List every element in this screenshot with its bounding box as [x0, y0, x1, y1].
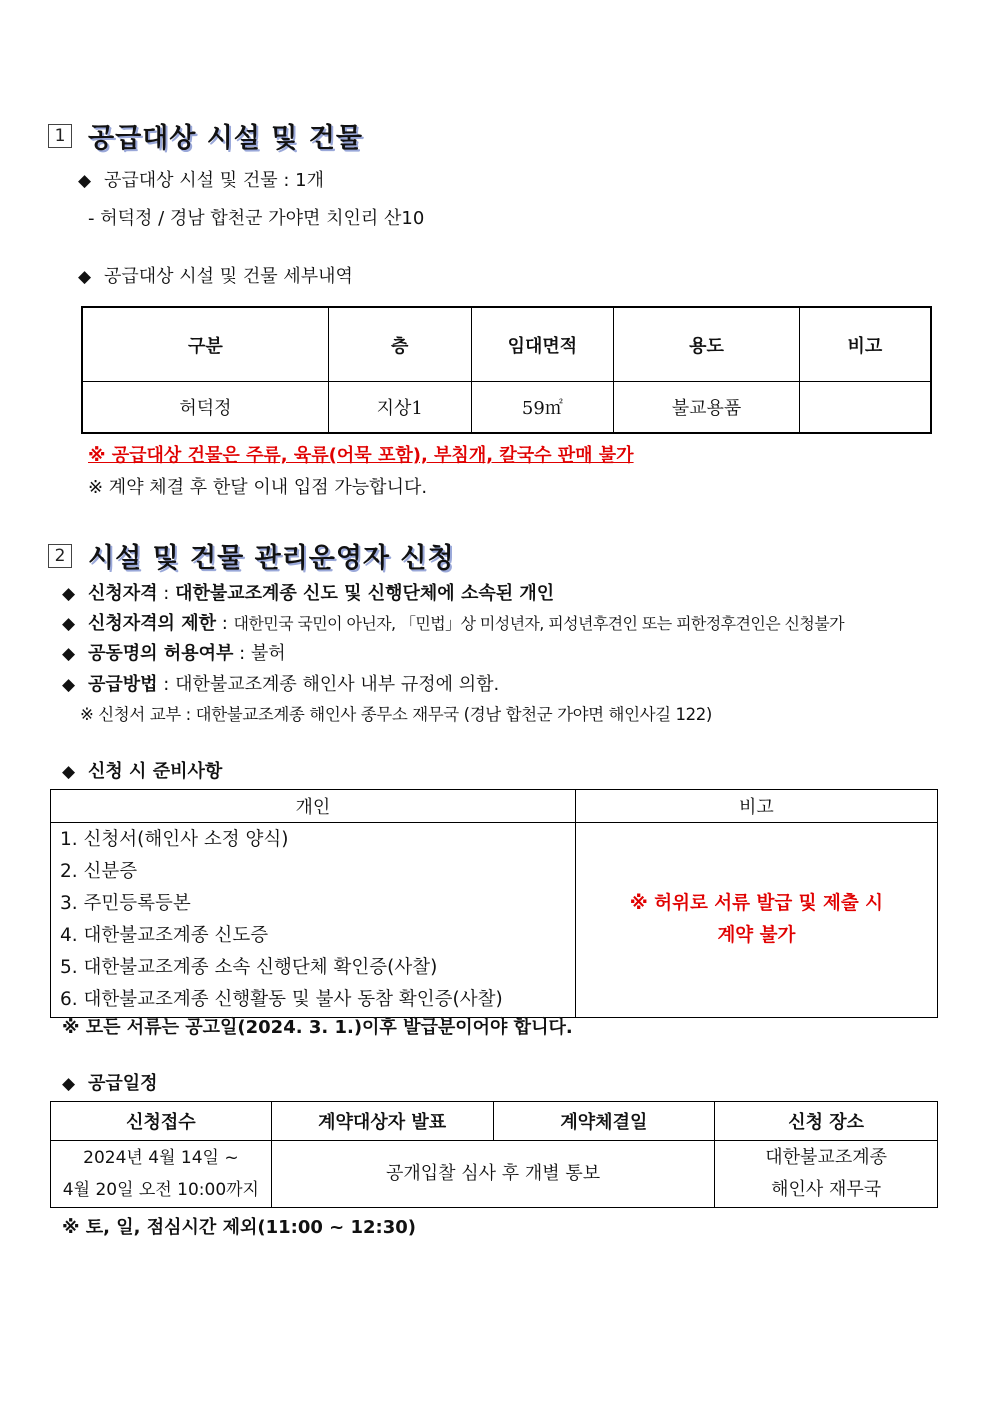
- list-item: 2. 신분증: [60, 861, 138, 882]
- header-category: 구분: [82, 307, 328, 382]
- section2-title: 시설 및 건물 관리운영자 신청: [88, 543, 455, 574]
- application-form-note: ※ 신청서 교부 : 대한불교조계종 해인사 종무소 재무국 (경남 합천군 가야면 해인사길 122): [80, 705, 712, 724]
- diamond-bullet-icon: ◆: [62, 584, 76, 604]
- joint-name-sep: :: [233, 643, 251, 664]
- schedule-header-contract: 계약체결일: [493, 1102, 715, 1141]
- section1-bullet-details-text: 공급대상 시설 및 건물 세부내역: [104, 266, 353, 287]
- document-date-note: ※ 모든 서류는 공고일(2024. 3. 1.)이후 발급분이어야 합니다.: [62, 1017, 573, 1038]
- schedule-announcement-cell: 공개입찰 심사 후 개별 통보: [271, 1141, 714, 1208]
- supply-method-value: 대한불교조계종 해인사 내부 규정에 의함.: [175, 674, 500, 695]
- section1-location: - 허덕정 / 경남 합천군 가야면 치인리 산10: [88, 208, 425, 229]
- schedule-header-place: 신청 장소: [715, 1102, 938, 1141]
- schedule-title: 공급일정: [88, 1073, 158, 1094]
- supply-method-item: [62, 670, 499, 696]
- diamond-bullet-icon: ◆: [62, 675, 76, 695]
- restriction-note: ※ 공급대상 건물은 주류, 육류(어묵 포함), 부침개, 칼국수 판매 불가: [88, 445, 634, 466]
- facility-table: [81, 306, 932, 434]
- section1-bullet-count: [78, 166, 324, 192]
- joint-name-label: 공동명의 허용여부: [88, 643, 234, 664]
- receipt-line1: 2024년 4월 14일 ~: [83, 1148, 239, 1168]
- section1-title: 공급대상 시설 및 건물: [88, 123, 363, 154]
- prep-header-individual: 개인: [51, 790, 576, 823]
- joint-name-item: [62, 639, 286, 665]
- diamond-bullet-icon: ◆: [62, 644, 76, 664]
- facility-table-header: [82, 307, 931, 382]
- cell-area: 59㎡: [471, 382, 614, 434]
- joint-name-value: 불허: [250, 643, 286, 664]
- prep-remark-line1: ※ 허위로 서류 발급 및 제출 시: [629, 893, 884, 914]
- cell-use: 불교용품: [614, 382, 800, 434]
- header-floor: 층: [328, 307, 471, 382]
- cell-floor: 지상1: [328, 382, 471, 434]
- schedule-header-announcement: 계약대상자 발표: [271, 1102, 493, 1141]
- table-row: [51, 823, 938, 1018]
- qualification-value: 대한불교조계종 신도 및 신행단체에 소속된 개인: [175, 583, 555, 604]
- diamond-bullet-icon: ◆: [62, 1074, 76, 1094]
- prep-table-header: [51, 790, 938, 823]
- restriction-sep: :: [215, 613, 234, 634]
- list-item: 6. 대한불교조계종 신행활동 및 불사 동참 확인증(사찰): [60, 989, 503, 1010]
- restriction-item: [62, 609, 844, 635]
- supply-method-label: 공급방법: [88, 674, 158, 695]
- section1-number: 1: [48, 124, 72, 148]
- prep-table: [50, 789, 938, 1018]
- list-item: 1. 신청서(해인사 소정 양식): [60, 829, 289, 850]
- section1-bullet-count-text: 공급대상 시설 및 건물 : 1개: [104, 170, 325, 191]
- table-row: [51, 1141, 938, 1208]
- schedule-heading: [62, 1069, 158, 1095]
- table-row: [82, 382, 931, 434]
- section1-heading: [48, 116, 363, 155]
- prep-docs-cell: [51, 823, 576, 1018]
- prep-heading: [62, 757, 222, 783]
- schedule-header-receipt: 신청접수: [51, 1102, 272, 1141]
- diamond-bullet-icon: ◆: [62, 762, 76, 782]
- cell-category: 허덕정: [82, 382, 328, 434]
- section2-number: 2: [48, 544, 72, 568]
- receipt-line2: 4월 20일 오전 10:00까지: [62, 1180, 259, 1200]
- section1-bullet-details: [78, 262, 353, 288]
- list-item: 3. 주민등록등본: [60, 893, 191, 914]
- place-line2: 해인사 재무국: [771, 1179, 882, 1200]
- header-area: 임대면적: [471, 307, 614, 382]
- prep-remark-line2: 계약 불가: [717, 925, 796, 946]
- qualification-sep: :: [157, 583, 176, 604]
- place-line1: 대한불교조계종: [765, 1147, 887, 1168]
- schedule-exclusion-note: ※ 토, 일, 점심시간 제외(11:00 ~ 12:30): [62, 1217, 417, 1238]
- diamond-bullet-icon: ◆: [62, 614, 76, 634]
- list-item: 4. 대한불교조계종 신도증: [60, 925, 269, 946]
- qualification-item: [62, 579, 554, 605]
- prep-title: 신청 시 준비사항: [88, 761, 223, 782]
- schedule-receipt-cell: [51, 1141, 272, 1208]
- prep-header-remark: 비고: [575, 790, 937, 823]
- section2-heading: [48, 536, 455, 575]
- prep-remark-cell: [575, 823, 937, 1018]
- schedule-table-header: [51, 1102, 938, 1141]
- header-use: 용도: [614, 307, 800, 382]
- schedule-place-cell: [715, 1141, 938, 1208]
- diamond-bullet-icon: ◆: [78, 171, 92, 191]
- cell-remark: [799, 382, 931, 434]
- restriction-value: 대한민국 국민이 아닌자, 「민법」상 미성년자, 피성년후견인 또는 피한정후견인은 신청불가: [233, 614, 844, 633]
- qualification-label: 신청자격: [88, 583, 158, 604]
- supply-method-sep: :: [157, 674, 176, 695]
- diamond-bullet-icon: ◆: [78, 267, 92, 287]
- move-in-note: ※ 계약 체결 후 한달 이내 입점 가능합니다.: [88, 477, 428, 498]
- restriction-label: 신청자격의 제한: [88, 613, 216, 634]
- header-remark: 비고: [799, 307, 931, 382]
- schedule-table: [50, 1101, 938, 1208]
- list-item: 5. 대한불교조계종 소속 신행단체 확인증(사찰): [60, 957, 438, 978]
